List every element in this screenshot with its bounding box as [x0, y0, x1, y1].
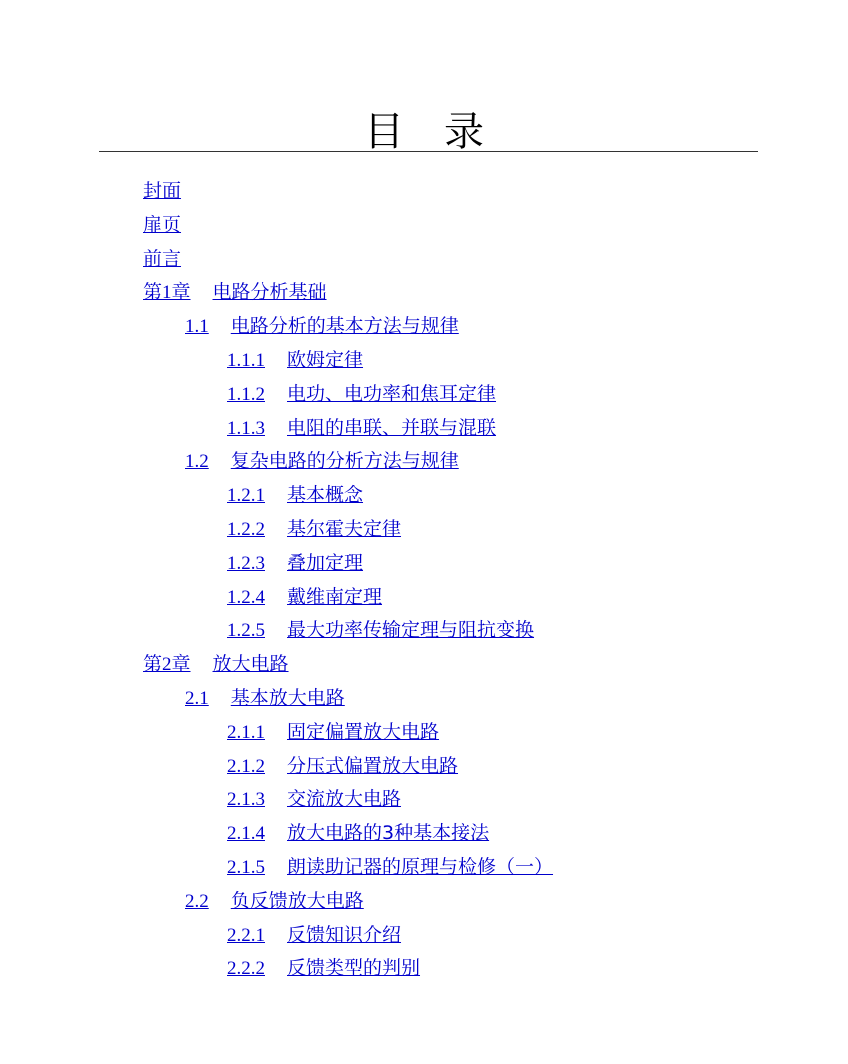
toc-entry [0, 615, 848, 649]
toc-entry-number: 1.1.2 [227, 383, 265, 405]
toc-entry-title: 叠加定理 [287, 551, 364, 574]
toc-entry-number: 2.1.4 [227, 823, 265, 845]
toc-entry [0, 244, 848, 278]
toc-entry [0, 210, 848, 244]
toc-entry-number: 1.2.2 [227, 518, 265, 540]
toc-entry-title: 最大功率传输定理与阻抗变换 [287, 619, 535, 642]
toc-entry [0, 480, 848, 514]
toc-entry-number: 1.2.4 [227, 586, 265, 608]
toc-entry-number: 1.2.5 [227, 620, 265, 642]
toc-entry-number: 第2章 [143, 654, 191, 676]
toc-entry-title: 电路分析的基本方法与规律 [230, 315, 459, 338]
toc-entry-number: 2.1.2 [227, 755, 265, 777]
table-of-contents [0, 176, 848, 987]
toc-entry [0, 818, 848, 852]
toc-entry-number: 1.2.3 [227, 552, 265, 574]
toc-link[interactable] [227, 552, 363, 574]
toc-entry-number: 1.1 [185, 316, 209, 338]
toc-link[interactable] [185, 687, 345, 709]
toc-link[interactable] [227, 383, 496, 405]
toc-entry-title: 放大电路的3种基本接法 [287, 822, 490, 845]
toc-link[interactable] [227, 957, 420, 979]
toc-entry [0, 446, 848, 480]
toc-entry-number: 2.1 [185, 687, 209, 709]
toc-link[interactable] [185, 890, 364, 912]
toc-link[interactable] [227, 822, 489, 844]
toc-link[interactable] [185, 450, 459, 472]
toc-entry-number: 1.1.3 [227, 417, 265, 439]
toc-entry [0, 345, 848, 379]
toc-entry-title: 戴维南定理 [287, 585, 383, 608]
toc-link[interactable] [227, 484, 363, 506]
toc-link[interactable] [185, 315, 459, 337]
toc-entry-number: 2.1.5 [227, 856, 265, 878]
toc-entry [0, 413, 848, 447]
toc-entry-number: 1.2 [185, 451, 209, 473]
toc-link[interactable] [143, 180, 181, 202]
toc-entry [0, 683, 848, 717]
toc-entry [0, 751, 848, 785]
toc-entry-title: 基本放大电路 [230, 686, 345, 709]
toc-link[interactable] [227, 856, 553, 878]
toc-entry-title: 封面 [143, 180, 182, 202]
toc-entry-title: 前言 [143, 247, 182, 270]
toc-link[interactable] [143, 214, 181, 236]
toc-entry-number: 2.2.1 [227, 924, 265, 946]
toc-entry [0, 649, 848, 683]
toc-link[interactable] [227, 349, 363, 371]
toc-entry [0, 852, 848, 886]
toc-entry-number: 1.1.1 [227, 349, 265, 371]
toc-link[interactable] [143, 653, 289, 675]
toc-entry-title: 反馈类型的判别 [287, 957, 421, 980]
toc-entry [0, 311, 848, 345]
toc-entry-number: 2.2.2 [227, 958, 265, 980]
toc-entry-title: 欧姆定律 [287, 348, 364, 371]
toc-link[interactable] [227, 721, 439, 743]
toc-entry-title: 分压式偏置放大电路 [287, 754, 459, 777]
toc-entry-title: 负反馈放大电路 [230, 889, 364, 912]
toc-entry-title: 交流放大电路 [287, 788, 402, 811]
title-divider [99, 151, 758, 152]
toc-entry [0, 920, 848, 954]
toc-link[interactable] [227, 788, 401, 810]
toc-entry-title: 电阻的串联、并联与混联 [287, 416, 497, 439]
toc-entry-number: 1.2.1 [227, 485, 265, 507]
toc-entry [0, 582, 848, 616]
toc-entry [0, 717, 848, 751]
toc-entry [0, 784, 848, 818]
toc-entry-number: 第1章 [143, 282, 191, 304]
toc-entry [0, 548, 848, 582]
toc-entry-number: 2.1.1 [227, 721, 265, 743]
toc-link[interactable] [227, 586, 382, 608]
toc-link[interactable] [227, 755, 458, 777]
toc-entry-number: 2.2 [185, 890, 209, 912]
toc-entry-number: 2.1.3 [227, 789, 265, 811]
toc-link[interactable] [227, 518, 401, 540]
toc-entry-title: 电路分析基础 [212, 281, 327, 304]
toc-entry [0, 953, 848, 987]
toc-link[interactable] [143, 281, 327, 303]
toc-link[interactable] [227, 924, 401, 946]
toc-link[interactable] [227, 417, 496, 439]
toc-entry [0, 886, 848, 920]
toc-entry-title: 基尔霍夫定律 [287, 517, 402, 540]
toc-entry-title: 朗读助记器的原理与检修（一） [287, 855, 554, 878]
toc-link[interactable] [227, 619, 534, 641]
toc-entry-title: 固定偏置放大电路 [287, 720, 440, 743]
toc-entry-title: 扉页 [143, 213, 182, 236]
toc-entry [0, 514, 848, 548]
toc-entry-title: 电功、电功率和焦耳定律 [287, 382, 497, 405]
toc-entry-title: 基本概念 [287, 484, 364, 507]
page-title: 目 录 [364, 109, 484, 155]
toc-entry [0, 277, 848, 311]
toc-link[interactable] [143, 248, 181, 270]
toc-entry-title: 复杂电路的分析方法与规律 [230, 450, 459, 473]
toc-entry-title: 反馈知识介绍 [287, 923, 402, 946]
toc-entry-title: 放大电路 [212, 653, 289, 676]
toc-entry [0, 176, 848, 210]
toc-entry [0, 379, 848, 413]
